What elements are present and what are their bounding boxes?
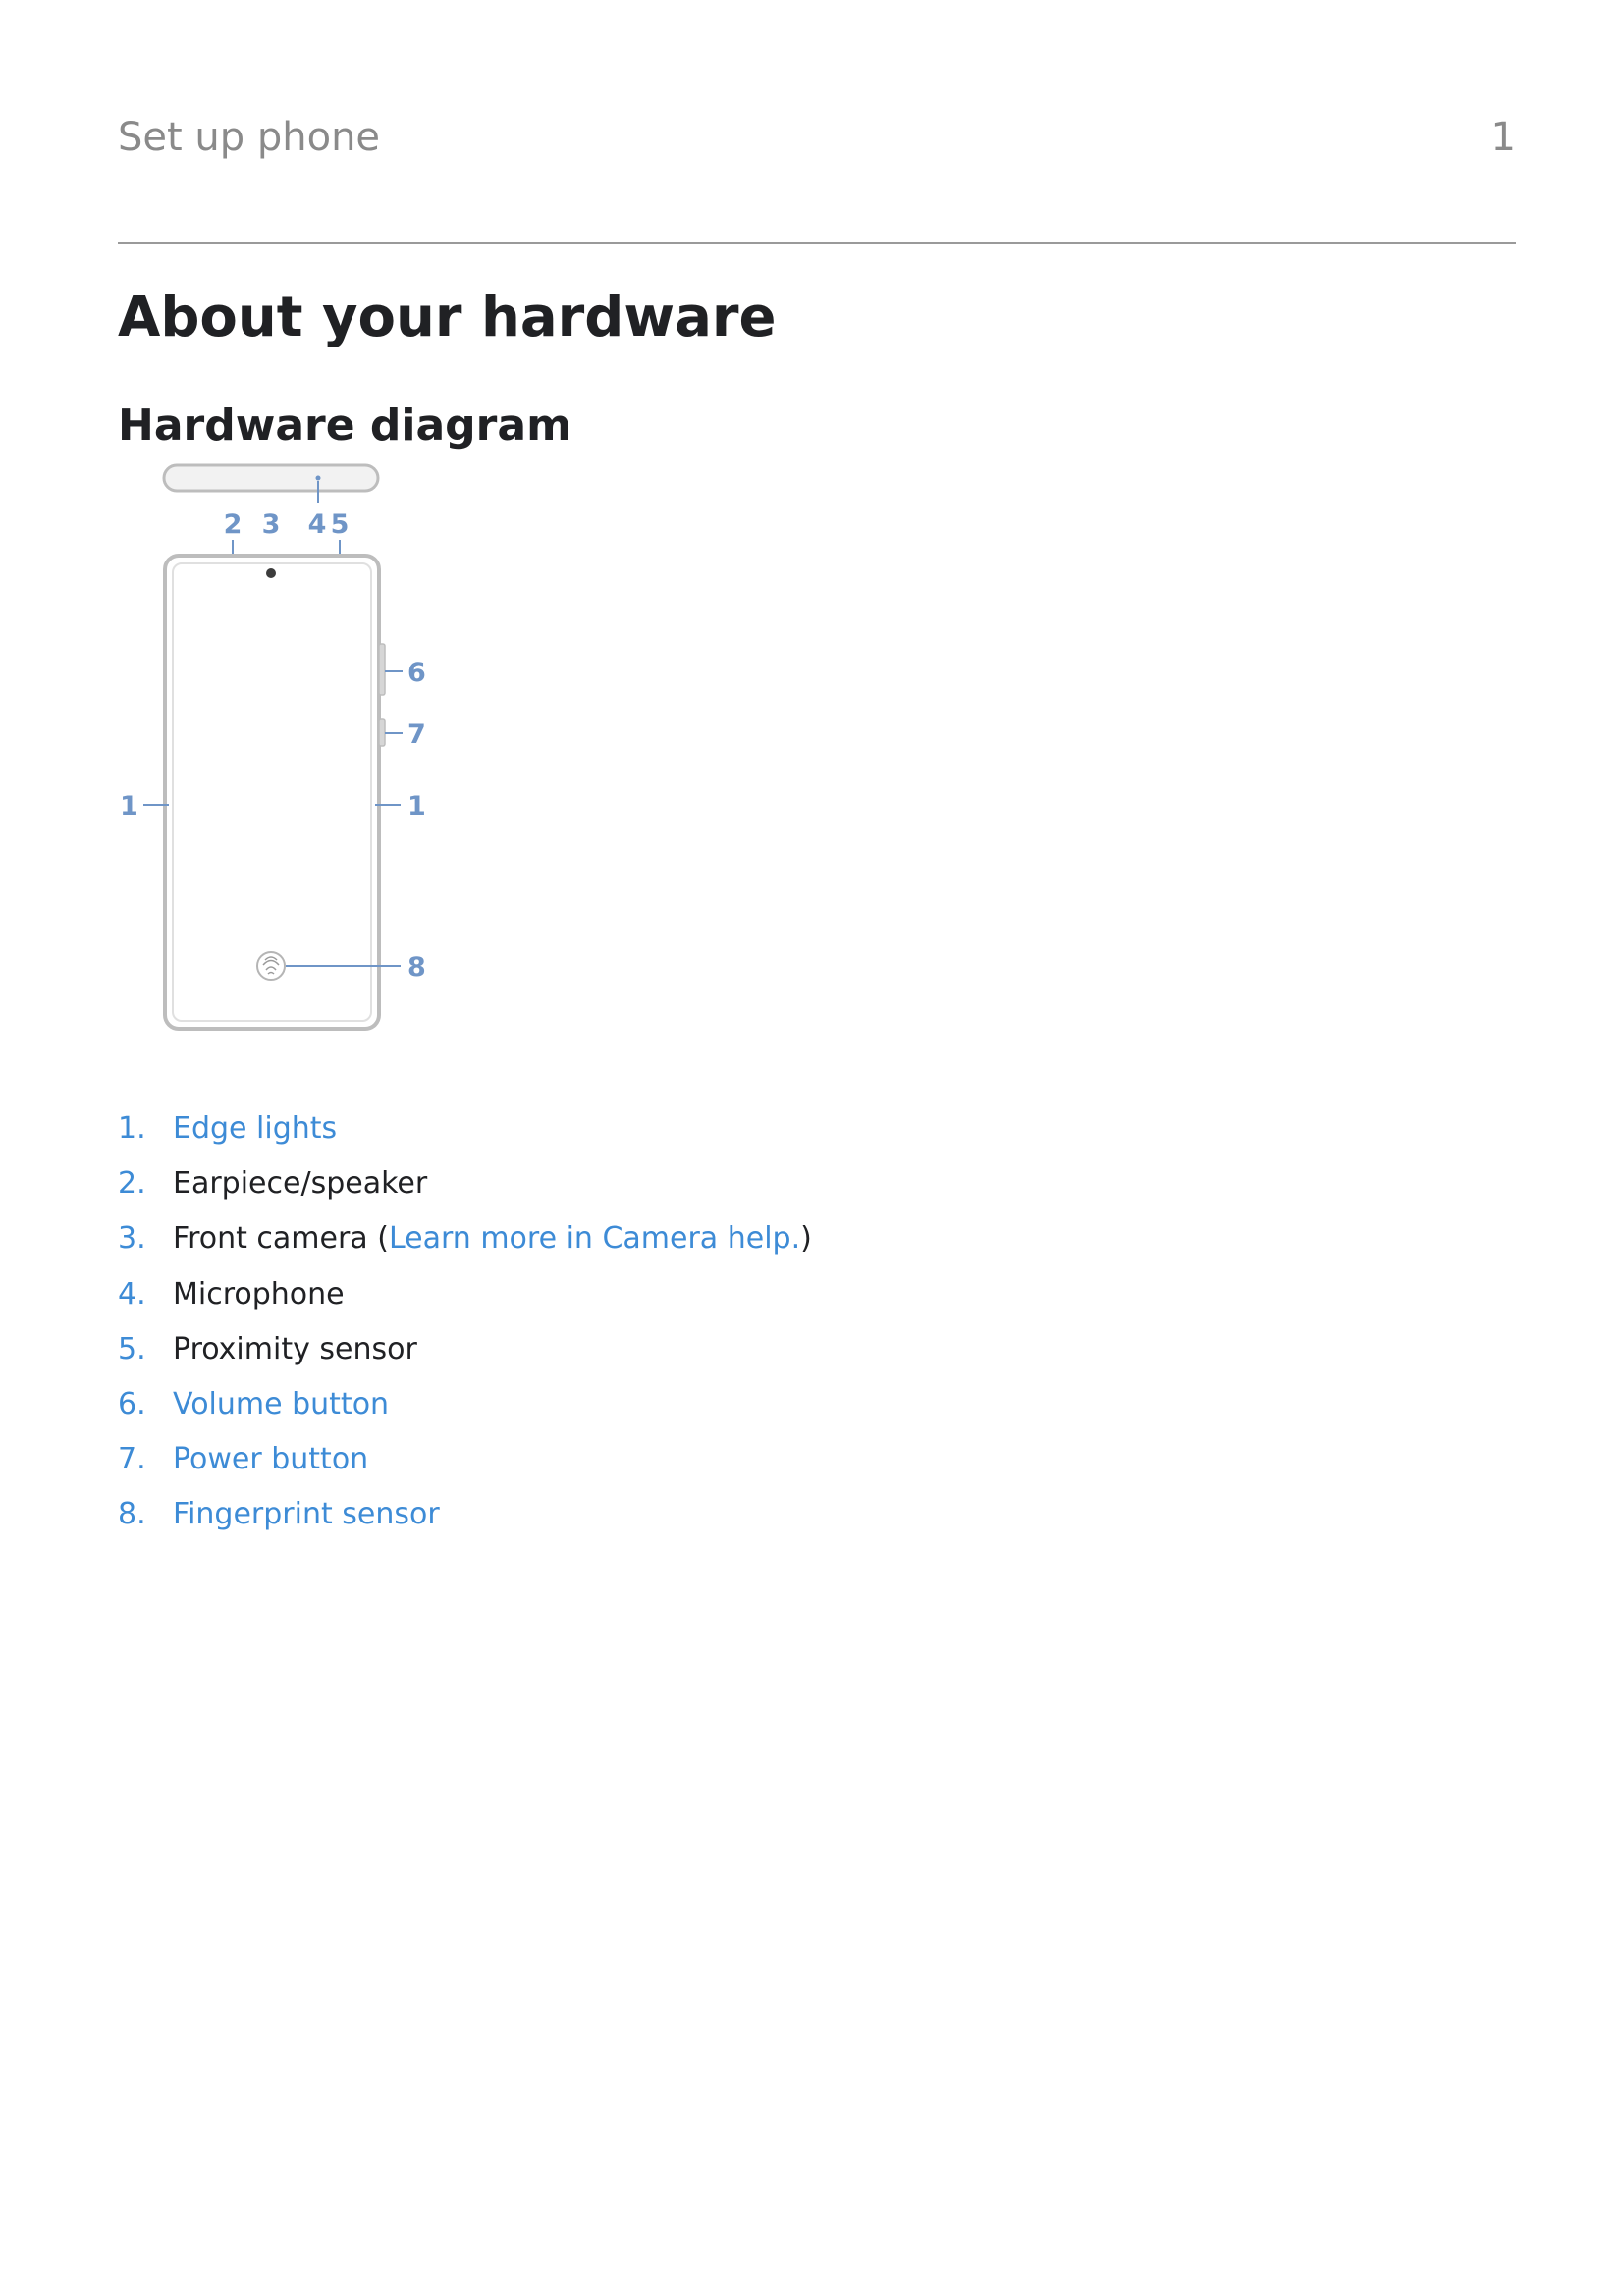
list-item: [118, 1322, 812, 1377]
hardware-diagram-svg: [108, 454, 442, 1042]
callout-4: 4: [307, 509, 327, 540]
front-camera-icon: [266, 568, 276, 578]
running-header: [118, 108, 1516, 167]
edge-lights-link[interactable]: Edge lights: [173, 1111, 338, 1146]
list-item: [118, 1211, 812, 1266]
list-item-number: 5.: [118, 1331, 146, 1366]
volume-button-shape: [379, 644, 385, 695]
callout-5: 5: [330, 509, 350, 540]
front-camera-suffix: ): [800, 1221, 812, 1256]
running-header-title: Set up phone: [118, 115, 381, 160]
front-camera-label: Front camera (: [173, 1221, 389, 1256]
callout-1-left: 1: [120, 791, 138, 822]
header-divider: [118, 242, 1516, 244]
list-item: [118, 1156, 812, 1211]
power-button-shape: [379, 719, 385, 746]
list-item: [118, 1267, 812, 1322]
earpiece-speaker-label: Earpiece/speaker: [173, 1166, 428, 1201]
phone-top-view: [164, 465, 378, 491]
list-item-number: 8.: [118, 1497, 146, 1532]
power-button-link[interactable]: Power button: [173, 1442, 369, 1477]
page-number: 1: [1490, 115, 1516, 160]
callout-6: 6: [407, 658, 426, 688]
section-title: Hardware diagram: [118, 400, 571, 451]
list-item: [118, 1487, 812, 1542]
fingerprint-sensor-link[interactable]: Fingerprint sensor: [173, 1497, 440, 1532]
page-title: About your hardware: [118, 286, 777, 349]
list-item-number: 7.: [118, 1442, 146, 1477]
list-item: [118, 1101, 812, 1156]
list-item-number: 6.: [118, 1387, 146, 1422]
list-item-number: 4.: [118, 1276, 146, 1311]
callout-1-right: 1: [407, 791, 426, 822]
microphone-label: Microphone: [173, 1276, 345, 1311]
callout-7: 7: [407, 720, 426, 750]
list-item-number: 3.: [118, 1221, 146, 1256]
hardware-parts-list: [118, 1101, 812, 1543]
hardware-diagram: [108, 454, 442, 1042]
callout-2: 2: [223, 509, 243, 540]
callout-8: 8: [407, 952, 426, 983]
microphone-hole-icon: [316, 476, 321, 481]
list-item: [118, 1377, 812, 1432]
proximity-sensor-label: Proximity sensor: [173, 1331, 417, 1366]
list-item-number: 2.: [118, 1166, 146, 1201]
callout-3: 3: [261, 509, 281, 540]
fingerprint-icon: [257, 952, 285, 980]
volume-button-link[interactable]: Volume button: [173, 1387, 390, 1422]
list-item: [118, 1432, 812, 1487]
camera-help-link[interactable]: Learn more in Camera help.: [388, 1221, 801, 1256]
list-item-number: 1.: [118, 1111, 146, 1146]
